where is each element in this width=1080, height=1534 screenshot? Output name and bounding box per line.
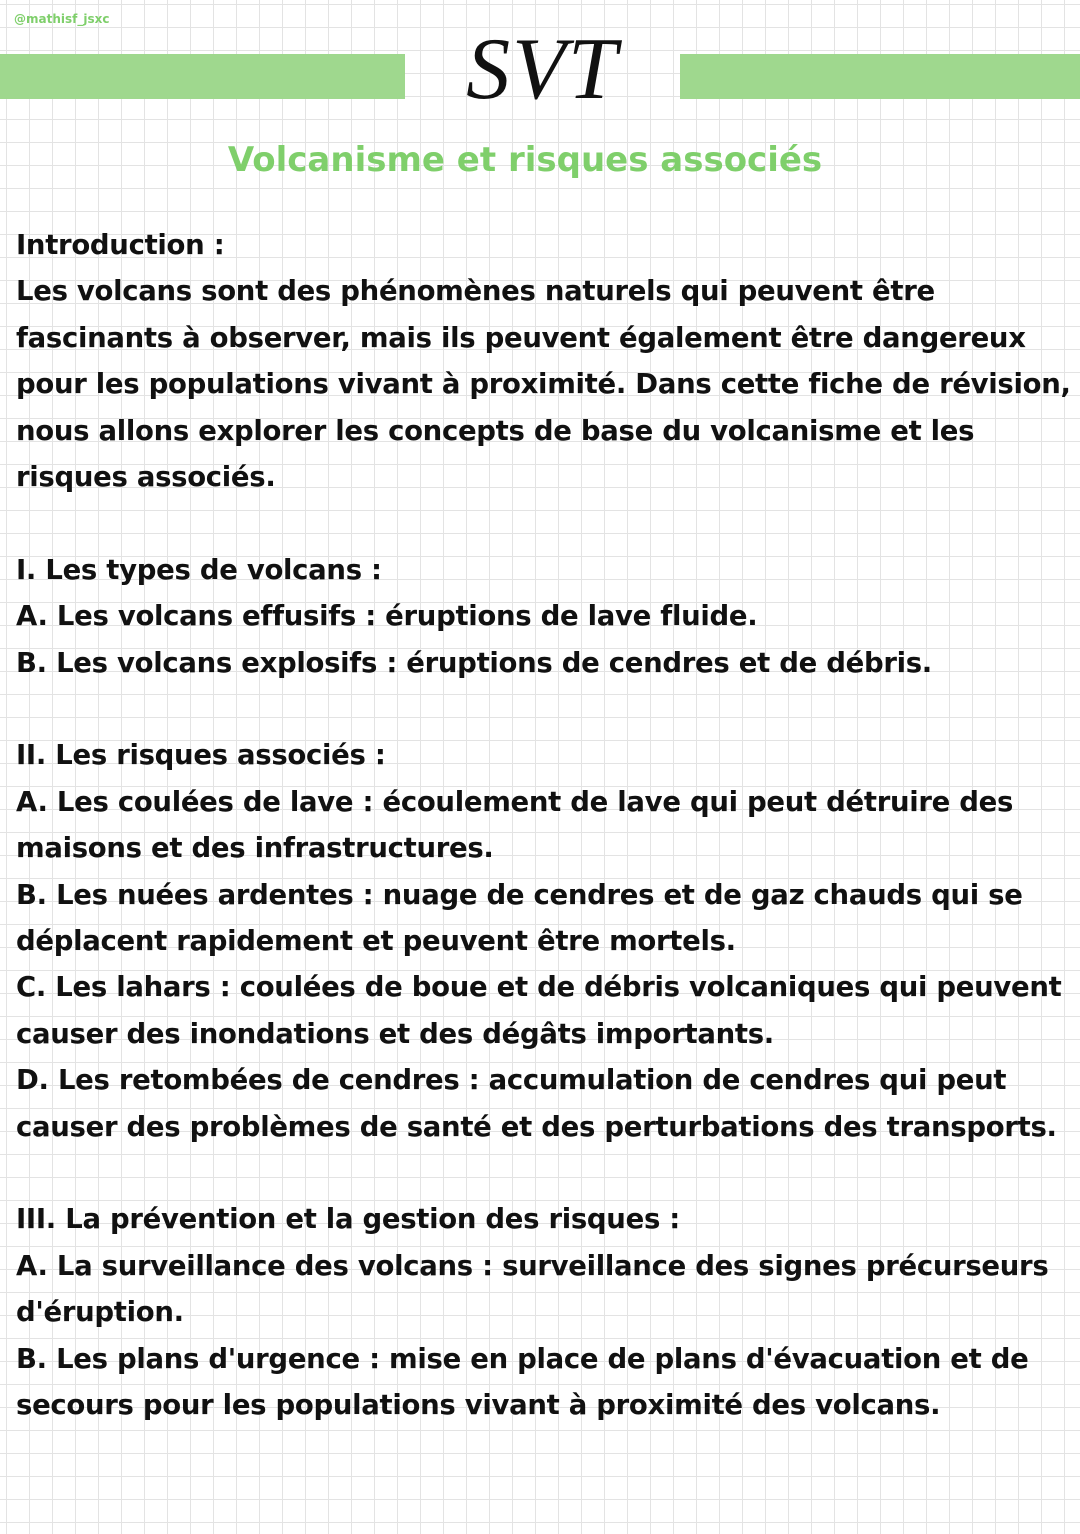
section-heading-types: I. Les types de volcans : [16,553,382,586]
section-item: B. Les nuées ardentes : nuage de cendres et de gaz chauds qui se déplacent rapidement et peuvent être mortels. [16,878,1023,958]
section-item: A. Les coulées de lave : écoulement de lave qui peut détruire des maisons et des infrastructures. [16,785,1014,865]
section-item: B. Les volcans explosifs : éruptions de cendres et de débris. [16,646,932,679]
author-handle: @mathisf_jsxc [14,12,110,26]
header-bar-left [0,54,405,99]
header-bar-right [680,54,1080,99]
introduction-heading: Introduction : [16,229,225,261]
subject-title: SVT [466,21,619,118]
section-item: A. Les volcans effusifs : éruptions de lave fluide. [16,600,758,633]
introduction-text: Les volcans sont des phénomènes naturels qui peuvent être fascinants à observer, mais ils peuvent également être dangereux pour les populations vivant à proximité. Dans cette fiche de révision, nous allons explorer les concepts de base du volcanisme et les risques associés. [16,275,1071,494]
section-item: A. La surveillance des volcans : surveillance des signes précurseurs d'éruption. [16,1249,1049,1329]
section-heading-risks: II. Les risques associés : [16,739,386,772]
topic-title: Volcanisme et risques associés [227,140,823,180]
revision-sheet-content [16,222,1071,1429]
section-item: D. Les retombées de cendres : accumulation de cendres qui peut causer des problèmes de santé et des perturbations des transports. [16,1064,1057,1143]
section-item: B. Les plans d'urgence : mise en place de plans d'évacuation et de secours pour les populations vivant à proximité des volcans. [16,1342,1029,1422]
section-heading-prevention: III. La prévention et la gestion des risques : [16,1203,680,1236]
section-item: C. Les lahars : coulées de boue et de débris volcaniques qui peuvent causer des inondations et des dégâts importants. [16,971,1062,1050]
